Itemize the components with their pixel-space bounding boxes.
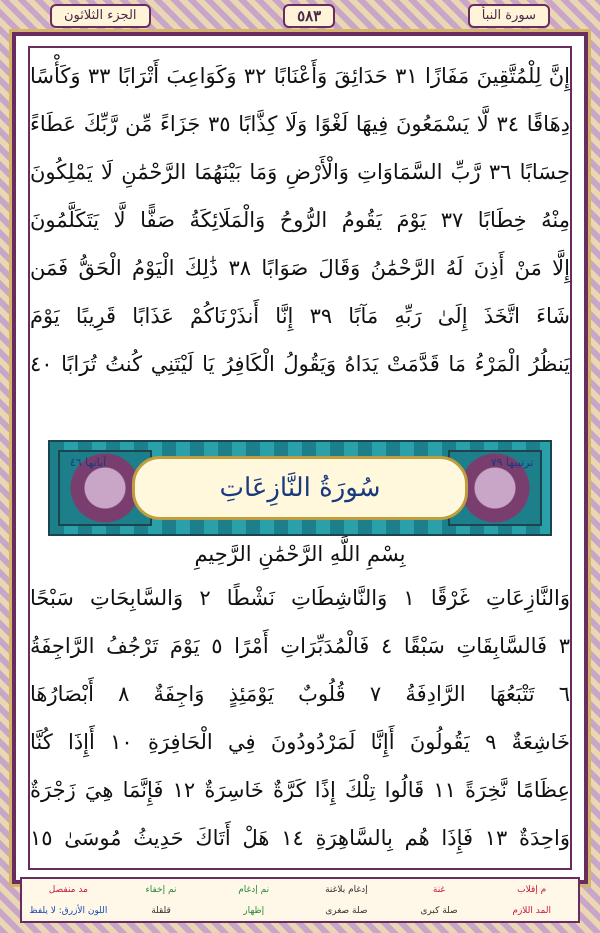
verse-line: وَالنَّازِعَاتِ غَرْقًا ١ وَالنَّاشِطَاتِ نَشْطًا ٢ وَالسَّابِحَاتِ سَبْحًا [30, 586, 570, 610]
legend-item: نم إدغام [238, 884, 270, 895]
juz-label: الجزء الثلاثون [50, 4, 151, 28]
bismillah: بِسْمِ اللَّهِ الرَّحْمَٰنِ الرَّحِيمِ [194, 542, 406, 566]
legend-item: غنة [432, 884, 446, 895]
surah-banner [48, 440, 552, 536]
legend-item: إظهار [243, 905, 265, 916]
verse-line: إِنَّ لِلْمُتَّقِينَ مَفَازًا ٣١ حَدَائِقَ وَأَعْنَابًا ٣٢ وَكَوَاعِبَ أَتْرَابًا ٣٣ وَكَأْسًا [30, 64, 570, 88]
legend-item: المد اللازم [512, 905, 551, 916]
surah-title: سُورَةُ النَّازِعَاتِ [132, 456, 468, 520]
legend-item: مد منفصل [48, 884, 88, 895]
verse-line: شَاءَ اتَّخَذَ إِلَىٰ رَبِّهِ مَآبًا ٣٩ إِنَّا أَنذَرْنَاكُمْ عَذَابًا قَرِيبًا يَوْمَ [30, 304, 571, 328]
verse-line: وَاحِدَةٌ ١٣ فَإِذَا هُم بِالسَّاهِرَةِ ١٤ هَلْ أَتَاكَ حَدِيثُ مُوسَىٰ ١٥ [30, 826, 570, 850]
page-frame [12, 32, 588, 884]
legend-item: م إقلاب [517, 884, 547, 895]
verse-line: إِلَّا مَنْ أَذِنَ لَهُ الرَّحْمَٰنُ وَقَالَ صَوَابًا ٣٨ ذَٰلِكَ الْيَوْمُ الْحَقُّ فَمَن [30, 256, 570, 280]
surah-name-label: سورة النبأ [468, 4, 550, 28]
page-number: ٥٨٣ [283, 4, 335, 28]
legend-item: نم إخفاء [145, 884, 177, 895]
verse-line: ٣ فَالسَّابِقَاتِ سَبْقًا ٤ فَالْمُدَبِّرَاتِ أَمْرًا ٥ يَوْمَ تَرْجُفُ الرَّاجِفَةُ [30, 634, 570, 658]
verse-line: يَنظُرُ الْمَرْءُ مَا قَدَّمَتْ يَدَاهُ وَيَقُولُ الْكَافِرُ يَا لَيْتَنِي كُنتُ تُرَابًا ٤٠ [30, 352, 570, 376]
legend-item: صلة صغرى [325, 905, 368, 916]
legend-item: اللون الأزرق: لا يلفظ [29, 905, 108, 916]
legend-item: إدغام بلاغنة [325, 884, 368, 895]
verse-line: مِنْهُ خِطَابًا ٣٧ يَوْمَ يَقُومُ الرُّوحُ وَالْمَلَائِكَةُ صَفًّا لَّا يَتَكَلَّمُونَ [30, 208, 571, 232]
text-area [28, 46, 572, 870]
surah-order-label: ترتيبها ٧٩ [490, 456, 534, 469]
verse-line: ٦ تَتْبَعُهَا الرَّادِفَةُ ٧ قُلُوبٌ يَوْمَئِذٍ وَاجِفَةٌ ٨ أَبْصَارُهَا [30, 682, 571, 706]
verse-line: خَاشِعَةٌ ٩ يَقُولُونَ أَإِنَّا لَمَرْدُودُونَ فِي الْحَافِرَةِ ١٠ أَإِذَا كُنَّا [30, 730, 570, 754]
legend-item: قلقلة [151, 905, 171, 916]
page-header [50, 4, 550, 28]
verse-line: حِسَابًا ٣٦ رَّبِّ السَّمَاوَاتِ وَالْأَرْضِ وَمَا بَيْنَهُمَا الرَّحْمَٰنِ لَا يَمْلِكُونَ [30, 160, 570, 184]
verse-line: عِظَامًا نَّخِرَةً ١١ قَالُوا تِلْكَ إِذًا كَرَّةٌ خَاسِرَةٌ ١٢ فَإِنَّمَا هِيَ زَجْرَةٌ [30, 778, 570, 802]
legend-item: صلة كبرى [420, 905, 458, 916]
verse-line: دِهَاقًا ٣٤ لَّا يَسْمَعُونَ فِيهَا لَغْوًا وَلَا كِذَّابًا ٣٥ جَزَاءً مِّن رَّبِّكَ عَطَاءً [30, 112, 570, 136]
tajweed-legend [20, 877, 580, 923]
verse-count-label: آياتها ٤٦ [69, 456, 107, 469]
